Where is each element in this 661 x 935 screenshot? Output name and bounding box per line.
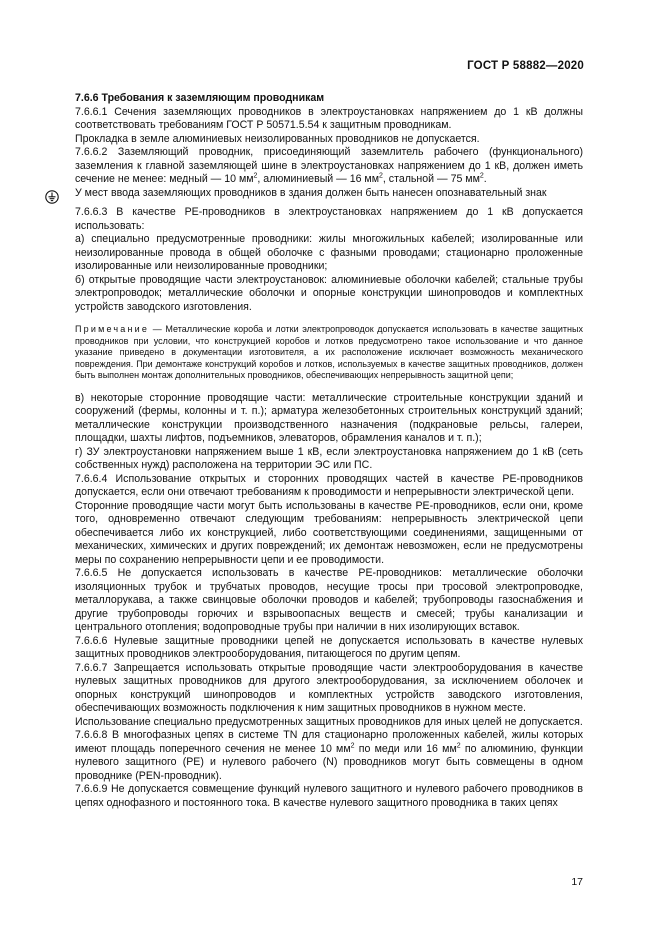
paragraph: Прокладка в земле алюминиевых неизолированных проводников не допускается. [75,132,480,145]
note-label: Примечание [75,324,150,334]
paragraph: 7.6.6.7 Запрещается использовать открытые проводящие части электрооборудования в качестве нулевых защитных проводников для другого электрооборудования, за исключением оболочек и опорных конструкций шинопроводов и комплектных устройств заводского изготовления, обеспечивающих возможность подключения к ним защитных проводников в нужном месте. [75,661,583,715]
document-id: ГОСТ Р 58882—2020 [467,60,584,72]
section-title: 7.6.6 Требования к заземляющим проводникам [75,92,325,104]
document-body [75,92,583,810]
paragraph: 7.6.6.8 В многофазных цепях в системе TN для стационарно проложенных кабелей, жилы которых имеют площадь поперечного сечения не менее 10 $мм^2$ по меди или 16 $мм^2$ по алюминию, функции нулевого защитного (PE) и нулевого рабочего (N) проводников могут быть совмещены в одном проводнике (PEN-проводник). [75,729,583,782]
paragraph: У мест ввода заземляющих проводников в здания должен быть нанесен опознавательный знак [75,187,583,201]
paragraph: б) открытые проводящие части электроустановок: алюминиевые оболочки кабелей; стальные трубы электропроводок; металлические оболочки и опорные конструкции шинопроводов и комплектных устройств заводского изготовления. [75,273,583,313]
paragraph: Использование специально предусмотренных защитных проводников для иных целей не допускается. [75,715,583,728]
paragraph: 7.6.6.4 Использование открытых и сторонних проводящих частей в качестве PE-проводников допускается, если они отвечают требованиям к проводимости и непрерывности электрической цепи. [75,472,583,499]
paragraph: а) специально предусмотренные проводники: жилы многожильных кабелей; изолированные или неизолированные провода в общей оболочке с фазными проводами; стационарно проложенные изолированные или неизолированные проводники; [75,233,583,272]
page-number: 17 [571,876,583,888]
ground-symbol-icon [45,190,59,204]
paragraph: г) ЗУ электроустановки напряжением выше 1 кВ, если электроустановка напряжением до 1 кВ (сеть собственных нужд) расположена на территории ЭС или ПС. [75,445,583,472]
paragraph: 7.6.6.2 Заземляющий проводник, присоединяющий заземлитель рабочего (функционального) заземления к главной заземляющей шине в электроустановках напряжением до 1 кВ, должен иметь сечение не менее: медный — 10 $мм^2$, алюминиевый — 16 $мм^2$, стальной — 75 $мм^2$. [75,146,583,185]
paragraph: в) некоторые сторонние проводящие части: металлические строительные конструкции зданий и сооружений (фермы, колонны и т. п.); арматура железобетонных строительных конструкций зданий; металлические конструкции производственного назначения (подкрановые рельсы, галереи, площадки, шахты лифтов, подъемников, элеваторов, обрамления каналов и т. п.); [75,391,583,445]
paragraph: 7.6.6.1 Сечения заземляющих проводников в электроустановках напряжением до 1 кВ должны соответствовать требованиям ГОСТ Р 50571.5.54 к защитным проводникам. [75,105,583,131]
note: Примечание — Металлические короба и лотки электропроводок допускается использовать в качестве защитных проводников при условии, что конструкцией коробов и лотков предусмотрено такое использование и что данное указание приведено в документации изготовителя, а их расположение исключает возможность механического повреждения. При демонтаже конструкций коробов и лотков, используемых в качестве защитных проводников, должен быть выполнен монтаж дополнительных проводников, обеспечивающих непрерывность защитной цепи; [75,324,583,381]
paragraph: 7.6.6.3 В качестве PE-проводников в электроустановках напряжением до 1 кВ допускается использовать: [75,206,583,232]
paragraph: 7.6.6.9 Не допускается совмещение функций нулевого защитного и нулевого рабочего проводников в цепях однофазного и постоянного тока. В качестве нулевого защитного проводника в таких цепях [75,783,583,809]
paragraph: 7.6.6.6 Нулевые защитные проводники цепей не допускается использовать в качестве нулевых защитных проводников электрооборудования, питающегося по другим цепям. [75,634,583,661]
paragraph: Сторонние проводящие части могут быть использованы в качестве PE-проводников, если они, кроме того, одновременно отвечают следующим требованиям: непрерывность электрической цепи обеспечивается либо их конструкцией, либо соответствующими соединениями, защищенными от механических, химических и других повреждений; их демонтаж невозможен, если не предусмотрены меры по сохранению непрерывности цепи и ее проводимости. [75,499,583,566]
paragraph: 7.6.6.5 Не допускается использовать в качестве PE-проводников: металлические оболочки изоляционных трубок и трубчатых проводов, несущие тросы при тросовой электропроводке, металлорукава, а также свинцовые оболочки проводов и кабелей; трубопроводы газоснабжения и другие трубопроводы горючих и взрывоопасных веществ и смесей; трубы канализации и центрального отопления; водопроводные трубы при наличии в них изолирующих вставок. [75,567,583,634]
